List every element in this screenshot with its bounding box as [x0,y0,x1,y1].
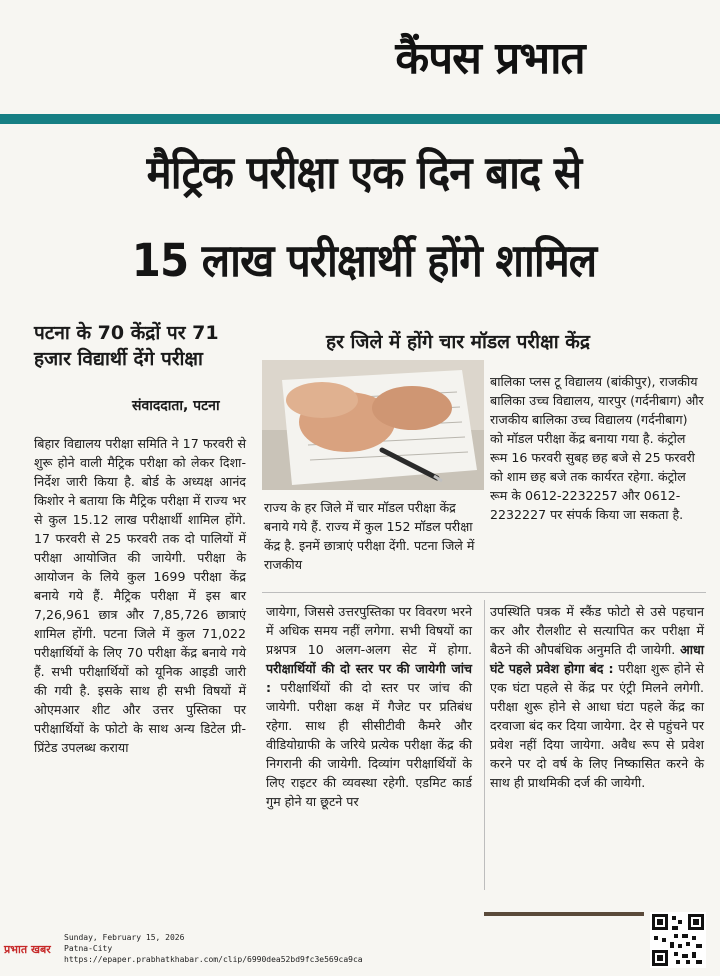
column-divider [484,600,485,890]
footer-meta [64,932,363,965]
column-3-para-1: उपस्थिति पत्रक में स्कैंड फोटो से उसे पहचान कर और रौलशीट से सत्यापित कर परीक्षा में बैठने की औपबंधिक अनुमति दी जायेगी. [490,604,704,657]
photo-caption-text: राज्य के हर जिले में चार मॉडल परीक्षा केंद्र बनाये गये हैं. राज्य में कुल 152 मॉडल परीक्षा केंद्र है. इनमें छात्राएं परीक्षा देंगी. पटना जिले में राजकीय [264,500,475,572]
section-divider [262,592,706,593]
masthead [0,0,720,114]
exam-writing-photo [262,360,484,490]
publisher-logo: प्रभात खबर [4,943,51,956]
article-column-1: बिहार विद्यालय परीक्षा समिति ने 17 फरवरी से शुरू होने वाली मैट्रिक परीक्षा को लेकर दिशा-निर्देश जारी किया है. बोर्ड के अध्यक्ष आनंद किशोर ने बताया कि मैट्रिक परीक्षा में राज्य भर से कुल 15.12 लाख परीक्षार्थी शामिल होंगे. 17 फरवरी से 25 फरवरी तक दो पालियों में परीक्षा आयोजित की जायेगी. परीक्षा के आयोजन के लिये कुल 1699 परीक्षा केंद्र बनाये गये हैं. मैट्रिक परीक्षा में इस बार 7,26,961 छात्र और 7,85,726 छात्राएं शामिल होंगी. पटना जिले में कुल 71,022 परीक्षार्थियों के लिए 70 परीक्षा केंद्र बनाये गये हैं. सभी परीक्षार्थियों को यूनिक आइडी जारी की गयी है. इसके साथ ही सभी विषयों में ओएमआर शीट और उत्तर पुस्तिका पर परीक्षार्थियों के फोटो के साथ अन्य डिटेल प्री-प्रिंटेड उपलब्ध कराया [34,436,246,755]
masthead-divider [0,114,720,124]
footer-url[interactable]: https://epaper.prabhatkhabar.com/clip/6990dea52bd9fc3e569ca9ca [64,955,363,964]
column-2-para-1: जायेगा, जिससे उत्तरपुस्तिका पर विवरण भरने में अधिक समय नहीं लगेगा. सभी विषयों का प्रश्नपत्र 10 अलग-अलग सेट में होगा. [266,604,472,657]
article-column-3-top: बालिका प्लस टू विद्यालय (बांकीपुर), राजकीय बालिका उच्च विद्यालय, यारपुर (गर्दनीबाग) और राजकीय बालिका उच्च विद्यालय (गर्दनीबाग) को मॉडल परीक्षा केंद्र बनाया गया है. कंट्रोल रूम 16 फरवरी सुबह छह बजे से 25 फरवरी को शाम छह बजे तक कार्यरत रहेगा. कंट्रोल रूम के 0612-2232257 और 0612-2232227 पर संपर्क किया जा सकता है. [490,374,704,522]
footer-edition: Patna-City [64,944,113,953]
article-column-2-bottom [266,602,472,811]
column-3-para-2: परीक्षा शुरू होने से एक घंटा पहले से केंद्र पर एंट्री मिलने लगेगी. परीक्षा शुरू होने से आधा घंटा पहले केंद्र का दरवाजा बंद कर दिया जायेगा. देर से पहुंचने पर प्रवेश नहीं दिया जायेगा. अवैध रूप से प्रवेश करने पर दो वर्ष के लिए निष्कासित करने के साथ ही प्राथमिकी दर्ज की जायेगी. [490,661,704,790]
column-2-subhead: परीक्षार्थियों की दो स्तर पर की जायेगी जांच : [266,661,472,695]
qr-code-icon[interactable] [650,912,706,968]
subheading-left: पटना के 70 केंद्रों पर 71 हजार विद्यार्थी देंगे परीक्षा [34,322,219,370]
article-column-3-bottom [490,602,704,792]
headline-line1: मैट्रिक परीक्षा एक दिन बाद से [146,146,582,199]
masthead-title: कैंपस प्रभात [395,33,585,84]
column-2-para-2: परीक्षार्थियों की दो स्तर पर जांच की जायेगी. परीक्षा कक्ष में गैजेट पर प्रतिबंध रहेगा. साथ ही सीसीटीवी कैमरे और वीडियोग्राफी के जरिये प्रत्येक परीक्षा केंद्र की निगरानी की जायेगी. दिव्यांग परीक्षार्थियों के लिए राइटर की व्यवस्था रहेगी. एडमिट कार्ड गुम होने या छूटने पर [266,680,472,809]
footer-date: Sunday, February 15, 2026 [64,933,185,942]
headline-line2: 15 लाख परीक्षार्थी होंगे शामिल [131,234,597,287]
column-3-subhead: आधा घंटे पहले प्रवेश होगा बंद : [490,642,704,676]
image-strip [484,912,644,916]
subheading-right: हर जिले में होंगे चार मॉडल परीक्षा केंद्र [326,331,590,353]
byline: संवाददाता, पटना [132,398,220,414]
